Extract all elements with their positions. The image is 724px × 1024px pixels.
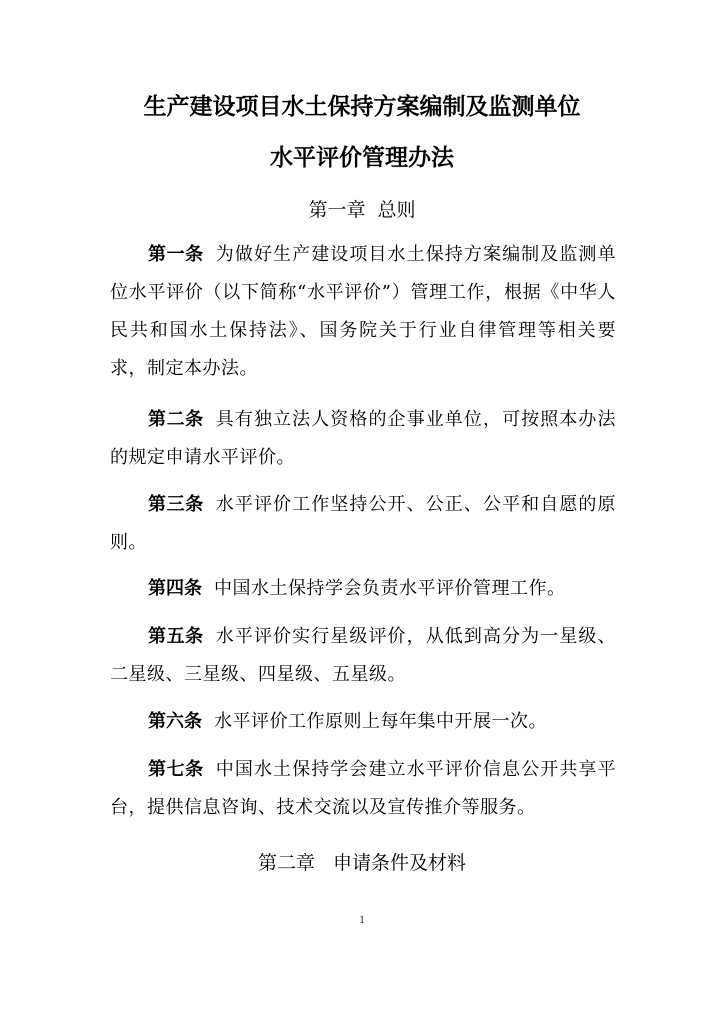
- article-5: [110, 618, 616, 694]
- chapter-2-heading: 第二章 申请条件及材料: [257, 852, 467, 874]
- article-3-text: 水平评价工作坚持公开、公正、公平和自愿的原则。: [110, 494, 617, 553]
- article-7-text: 中国水土保持学会建立水平评价信息公开共享平台，提供信息咨询、技术交流以及宣传推介等服务。: [110, 759, 617, 818]
- article-7: [110, 751, 616, 827]
- article-3-number: 第三条: [148, 494, 204, 515]
- article-4-number: 第四条: [148, 578, 202, 599]
- article-2: [110, 401, 616, 477]
- document-title-line-1: 生产建设项目水土保持方案编制及监测单位: [143, 94, 581, 120]
- article-2-text: 具有独立法人资格的企事业单位，可按照本办法的规定申请水平评价。: [110, 409, 617, 468]
- article-6: [110, 703, 616, 741]
- article-4: [110, 570, 616, 608]
- page-number: 1: [359, 912, 365, 926]
- article-2-number: 第二条: [148, 409, 204, 430]
- document-title-line-2: 水平评价管理办法: [270, 145, 454, 171]
- article-5-number: 第五条: [148, 626, 204, 647]
- article-1: [110, 236, 616, 388]
- article-4-text: 中国水土保持学会负责水平评价管理工作。: [214, 578, 566, 599]
- article-6-text: 水平评价工作原则上每年集中开展一次。: [214, 711, 547, 732]
- article-1-text: 为做好生产建设项目水土保持方案编制及监测单位水平评价（以下简称“水平评价”）管理工作，根据《中华人民共和国水土保持法》、国务院关于行业自律管理等相关要求，制定本办法。: [110, 244, 617, 379]
- chapter-1-heading: 第一章 总则: [308, 199, 416, 221]
- article-6-number: 第六条: [148, 711, 202, 732]
- article-7-number: 第七条: [148, 759, 204, 780]
- article-1-number: 第一条: [148, 244, 204, 265]
- article-3: [110, 486, 616, 562]
- article-5-text: 水平评价实行星级评价，从低到高分为一星级、二星级、三星级、四星级、五星级。: [110, 626, 617, 685]
